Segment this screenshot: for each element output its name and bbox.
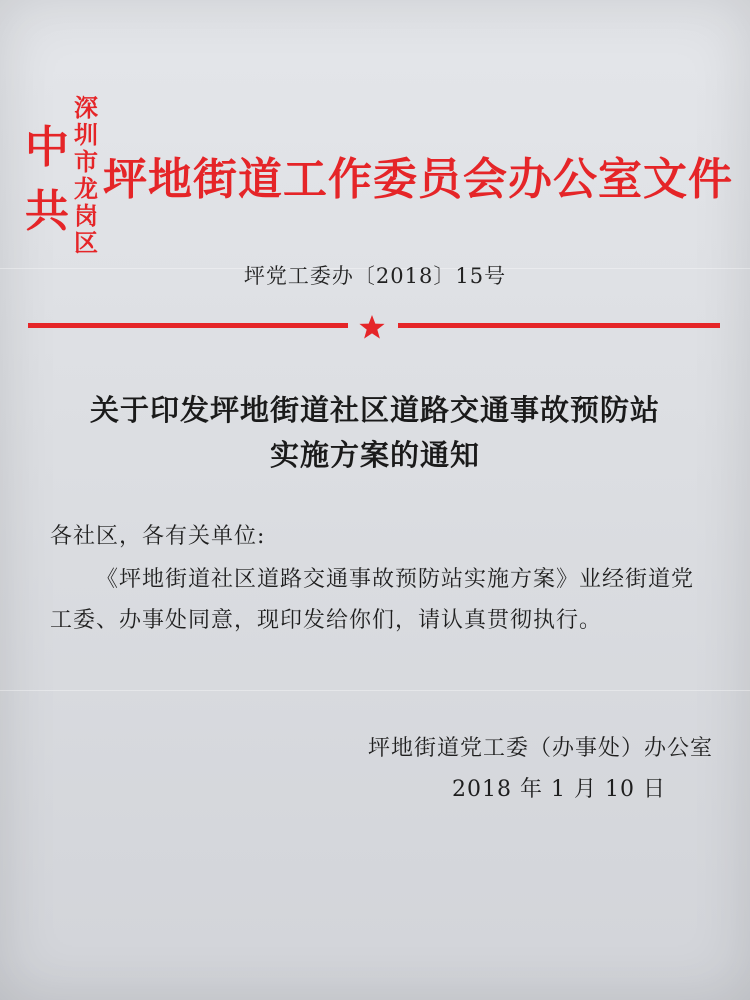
masthead-city: 深圳市 — [74, 93, 98, 176]
masthead-party: 中共 — [25, 122, 70, 237]
paper-crease — [0, 690, 750, 691]
document-masthead — [25, 93, 733, 257]
document-title-line-2: 实施方案的通知 — [269, 438, 480, 472]
star-icon — [358, 314, 386, 340]
document-title-line-1: 关于印发坪地街道社区道路交通事故预防站 — [89, 393, 660, 427]
signature-date: 2018 年 1 月 10 日 — [452, 777, 666, 802]
body-paragraph-line-2: 工委、办事处同意，现印发给你们，请认真贯彻执行。 — [50, 608, 603, 633]
body-paragraph-line-1: 《坪地街道社区道路交通事故预防站实施方案》业经街道党 — [96, 567, 695, 592]
salutation: 各社区，各有关单位: — [50, 524, 266, 549]
masthead-office-title: 坪地街道工作委员会办公室文件 — [103, 154, 733, 205]
document-number: 坪党工委办〔2018〕15号 — [243, 264, 507, 288]
red-rule-left — [28, 323, 348, 328]
masthead-location-stack — [74, 94, 98, 256]
masthead-district: 龙岗区 — [74, 174, 98, 257]
signature-issuer: 坪地街道党工委（办事处）办公室 — [368, 736, 714, 761]
red-rule-right — [398, 323, 720, 328]
